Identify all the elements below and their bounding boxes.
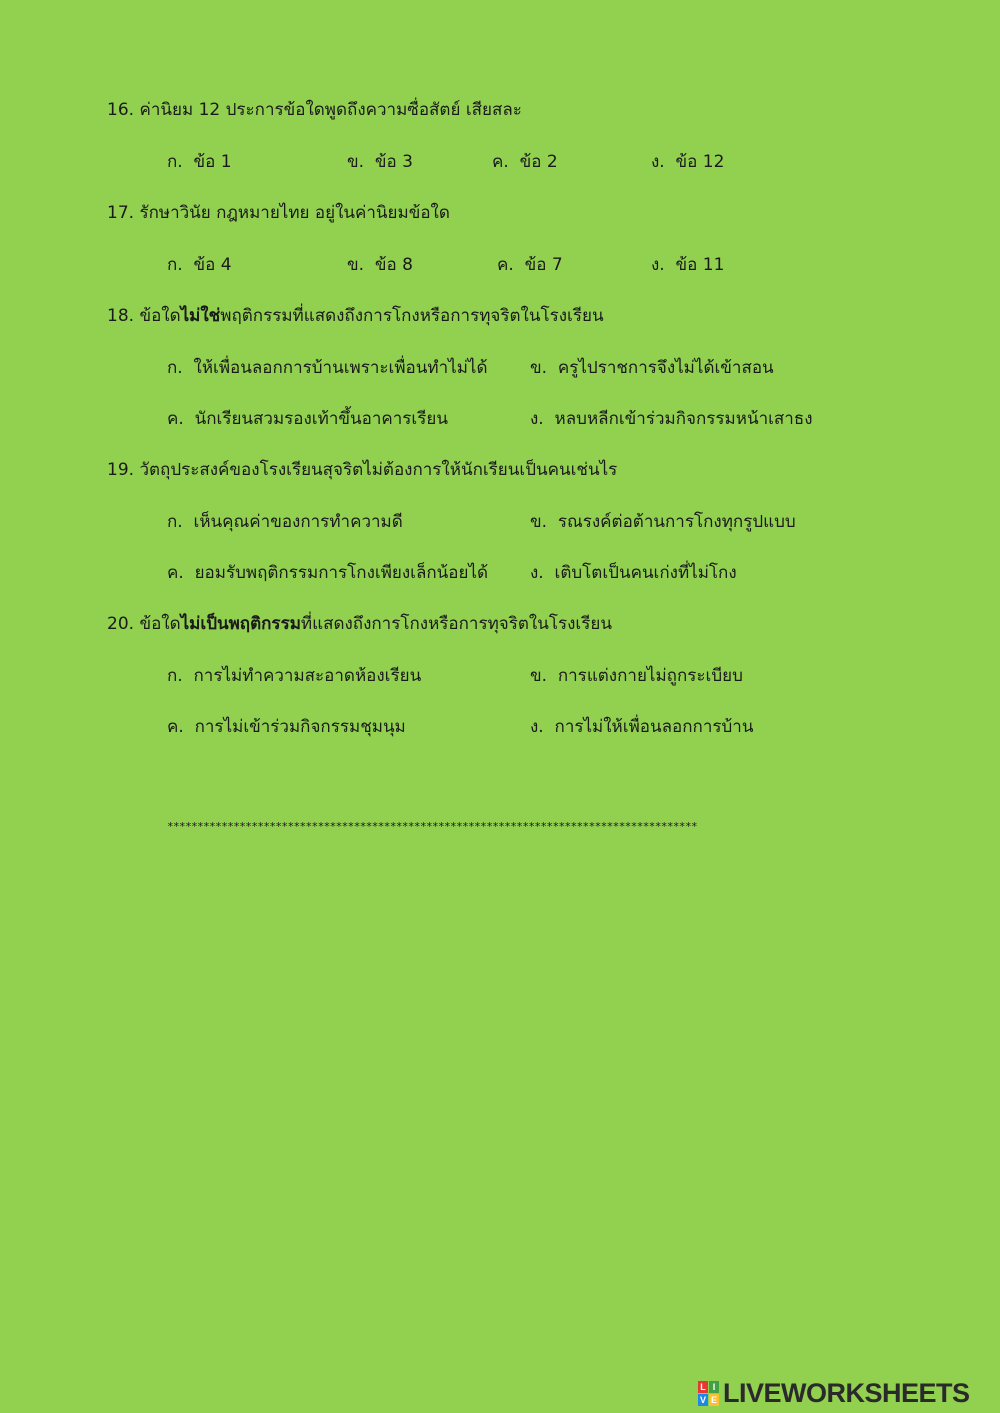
option-17-c[interactable] (497, 254, 563, 276)
option-text: หลบหลีกเข้าร่วมกิจกรรมหน้าเสาธง (554, 409, 813, 429)
icon-letter: E (710, 1394, 717, 1405)
question-number: 19. (107, 460, 135, 480)
option-letter: ง. (530, 717, 544, 737)
option-text: ข้อ 8 (374, 255, 413, 275)
option-letter: ข. (530, 666, 548, 686)
question-16 (107, 99, 522, 121)
question-17 (107, 202, 450, 224)
question-19 (107, 459, 617, 481)
icon-letter: L (698, 1381, 708, 1393)
question-emphasis: ไม่เป็นพฤติกรรม (180, 614, 301, 634)
option-18-d[interactable] (530, 408, 813, 430)
option-letter: ค. (492, 152, 509, 172)
option-letter: ก. (167, 255, 183, 275)
option-20-c[interactable] (167, 716, 406, 738)
question-text: ค่านิยม 12 ประการข้อใดพูดถึงความซื่อสัตย์ เสียสละ (139, 100, 522, 120)
option-text: เติบโตเป็นคนเก่งที่ไม่โกง (554, 563, 737, 583)
option-19-c[interactable] (167, 562, 488, 584)
question-18 (107, 305, 604, 327)
option-text: ข้อ 3 (374, 152, 413, 172)
separator-line: **************************************************************************************** (167, 820, 697, 833)
option-text: ข้อ 11 (675, 255, 725, 275)
option-text: ครูไปราชการจึงไม่ได้เข้าสอน (557, 358, 774, 378)
icon-letter: V (699, 1394, 706, 1405)
option-text: นักเรียนสวมรองเท้าขึ้นอาคารเรียน (194, 409, 448, 429)
icon-letter: I (709, 1381, 719, 1393)
option-letter: ค. (167, 563, 184, 583)
option-19-b[interactable] (530, 511, 796, 533)
question-text-part: ข้อใด (139, 306, 181, 326)
option-18-a[interactable] (167, 357, 488, 379)
option-17-d[interactable] (651, 254, 724, 276)
option-20-d[interactable] (530, 716, 753, 738)
option-19-a[interactable] (167, 511, 403, 533)
option-20-a[interactable] (167, 665, 421, 687)
liveworksheets-logo (698, 1378, 970, 1409)
option-16-a[interactable] (167, 151, 232, 173)
question-number: 20. (107, 614, 135, 634)
option-16-d[interactable] (651, 151, 724, 173)
option-letter: ก. (167, 358, 183, 378)
option-letter: ข. (347, 255, 365, 275)
option-16-b[interactable] (347, 151, 413, 173)
option-text: การไม่ทำความสะอาดห้องเรียน (193, 666, 422, 686)
option-17-b[interactable] (347, 254, 413, 276)
option-letter: ง. (651, 255, 665, 275)
question-emphasis: ไม่ใช่ (180, 306, 221, 326)
question-number: 17. (107, 203, 135, 223)
option-letter: ข. (530, 512, 548, 532)
option-17-a[interactable] (167, 254, 232, 276)
option-letter: ก. (167, 512, 183, 532)
question-text-part: ที่แสดงถึงการโกงหรือการทุจริตในโรงเรียน (300, 614, 612, 634)
option-letter: ง. (651, 152, 665, 172)
option-letter: ข. (530, 358, 548, 378)
question-20 (107, 613, 612, 635)
option-letter: ค. (167, 717, 184, 737)
option-letter: ง. (530, 409, 544, 429)
brand-name: LIVEWORKSHEETS (723, 1378, 970, 1408)
question-number: 16. (107, 100, 135, 120)
option-18-b[interactable] (530, 357, 774, 379)
option-letter: ก. (167, 152, 183, 172)
question-text: วัตถุประสงค์ของโรงเรียนสุจริตไม่ต้องการให้นักเรียนเป็นคนเช่นไร (139, 460, 618, 480)
question-text: รักษาวินัย กฎหมายไทย อยู่ในค่านิยมข้อใด (139, 203, 450, 223)
option-text: ข้อ 2 (519, 152, 558, 172)
option-20-b[interactable] (530, 665, 743, 687)
option-letter: ข. (347, 152, 365, 172)
option-text: ให้เพื่อนลอกการบ้านเพราะเพื่อนทำไม่ได้ (193, 358, 488, 378)
option-text: เห็นคุณค่าของการทำความดี (193, 512, 403, 532)
option-letter: ง. (530, 563, 544, 583)
option-19-d[interactable] (530, 562, 737, 584)
option-text: การไม่เข้าร่วมกิจกรรมชุมนุม (194, 717, 406, 737)
option-text: รณรงค์ต่อต้านการโกงทุกรูปแบบ (557, 512, 796, 532)
option-letter: ค. (497, 255, 514, 275)
question-text-part: พฤติกรรมที่แสดงถึงการโกงหรือการทุจริตในโรงเรียน (220, 306, 604, 326)
option-text: การไม่ให้เพื่อนลอกการบ้าน (554, 717, 754, 737)
option-18-c[interactable] (167, 408, 448, 430)
option-text: การแต่งกายไม่ถูกระเบียบ (557, 666, 743, 686)
option-text: ข้อ 1 (193, 152, 232, 172)
option-text: ข้อ 4 (193, 255, 232, 275)
question-number: 18. (107, 306, 135, 326)
option-text: ข้อ 7 (524, 255, 563, 275)
option-text: ข้อ 12 (675, 152, 725, 172)
option-letter: ค. (167, 409, 184, 429)
option-16-c[interactable] (492, 151, 558, 173)
option-letter: ก. (167, 666, 183, 686)
option-text: ยอมรับพฤติกรรมการโกงเพียงเล็กน้อยได้ (194, 563, 489, 583)
live-icon (698, 1381, 720, 1407)
question-text-part: ข้อใด (139, 614, 181, 634)
